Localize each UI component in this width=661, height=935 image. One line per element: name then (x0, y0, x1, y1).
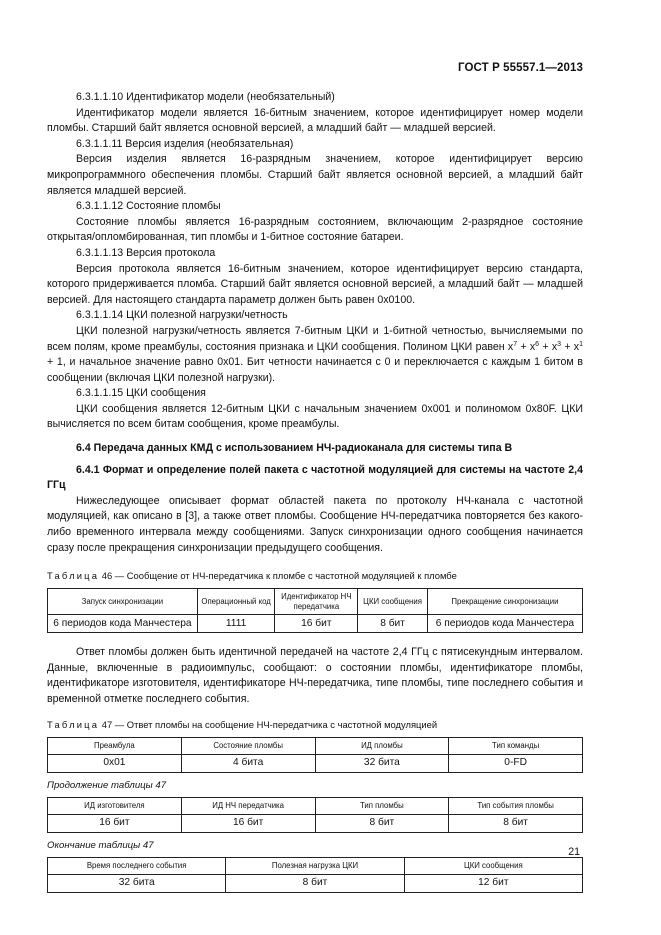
table-cell: 1111 (197, 615, 275, 633)
table-cell: 32 бита (48, 874, 226, 892)
table-row (48, 615, 583, 633)
table-cell: 0x01 (48, 754, 182, 772)
table-header-cell: Запуск синхронизации (48, 589, 198, 615)
section-text-6-3-1-1-15: ЦКИ сообщения является 12-битным ЦКИ с начальным значением 0x001 и полиномом 0x80F. ЦКИ вычисляется по всем битам сообщения, кроме преамбулы. (47, 402, 583, 431)
table-header-cell: Тип пломбы (315, 797, 449, 814)
table-header-cell: Состояние пломбы (181, 737, 315, 754)
table-46-caption (47, 570, 583, 582)
spacer (47, 633, 583, 645)
table-header-row (48, 797, 583, 814)
section-text-6-3-1-1-11: Версия изделия является 16-разрядным значением, которое идентифицирует версию микропрограммного обеспечения пломбы. Старший байт является основной версией, а младший байт является младшей версией. (47, 153, 583, 197)
table-cell: 4 бита (181, 754, 315, 772)
table-header-cell: Идентификатор НЧ передатчика (275, 589, 358, 615)
crc-text-part-d: + x (561, 340, 580, 353)
crc-exponent-4: 1 (579, 340, 584, 348)
table-header-cell: ИД НЧ передатчика (181, 797, 315, 814)
crc-exponent-3: 3 (557, 340, 562, 348)
table-header-cell: Полезная нагрузка ЦКИ (226, 857, 404, 874)
section-heading-6-4: 6.4 Передача данных КМД с использованием НЧ-радиоканала для системы типа В (76, 442, 513, 455)
table-47-part-3 (47, 857, 583, 893)
table-header-row (48, 737, 583, 754)
crc-text-part-c: + x (539, 340, 558, 353)
crc-text-part-b: + x (517, 340, 536, 353)
table-header-row (48, 589, 583, 615)
standard-code: ГОСТ Р 55557.1—2013 (458, 62, 583, 74)
table-header-cell: Время последнего события (48, 857, 226, 874)
table-cell: 16 бит (48, 814, 182, 832)
section-title-6-3-1-1-12: 6.3.1.1.12 Состояние пломбы (76, 200, 221, 213)
table-header-cell: ИД изготовителя (48, 797, 182, 814)
section-text-6-3-1-1-12: Состояние пломбы является 16-разрядным состоянием, включающим 2-разрядное состояние открытая/опломбированная, тип пломбы и 1-битное состояние батареи. (47, 215, 583, 244)
page-number: 21 (568, 846, 580, 858)
table-header-row (48, 857, 583, 874)
crc-text-part-e: + 1, и начальное значение равно 0x01. Бит четности начинается с 0 и переключается с каждым 1 битом в сообщении (включая ЦКИ полезной нагрузки). (47, 356, 583, 384)
table-label: Таблица (47, 570, 100, 582)
section-title-6-3-1-1-15: 6.3.1.1.15 ЦКИ сообщения (76, 387, 206, 400)
table-header-cell: Преамбула (48, 737, 182, 754)
table-cell: 16 бит (181, 814, 315, 832)
table-label: Таблица (47, 718, 100, 730)
section-title-6-3-1-1-13: 6.3.1.1.13 Версия протокола (76, 246, 216, 259)
table-47-part-2 (47, 797, 583, 833)
table-cell: 8 бит (358, 615, 428, 633)
table-header-cell: ЦКИ сообщения (358, 589, 428, 615)
section-heading-6-4-1: 6.4.1 Формат и определение полей пакета с частотной модуляцией для системы на частоте 2,4 ГГц (47, 463, 583, 492)
section-title-6-3-1-1-10: 6.3.1.1.10 Идентификатор модели (необязательный) (76, 91, 335, 103)
table-ending-label: Окончание таблицы 47 (47, 839, 154, 851)
table-cell: 6 периодов кода Манчестера (427, 615, 582, 633)
section-title-6-3-1-1-14: 6.3.1.1.14 ЦКИ полезной нагрузки/четность (76, 309, 288, 322)
page-body (47, 90, 583, 893)
table-header-cell: ЦКИ сообщения (404, 857, 582, 874)
section-text-6-4-1: Нижеследующее описывает формат областей пакета по протоколу НЧ-канала с частотной модуляцией, как описано в [3], а также ответ пломбы. Сообщение НЧ-передатчика повторяется без какого-либо временного интервала между сообщениями. Запуск синхронизации одного сообщения начинается сразу после прекращения синхронизации предыдущего сообщения. (47, 494, 583, 554)
section-text-6-3-1-1-13: Версия протокола является 16-битным значением, которое идентифицирует версию стандарта, которого придерживается пломба. Старший байт является основной версией, а младший байт — младшей версией. Для настоящего стандарта параметр должен быть равен 0x0100. (47, 262, 583, 306)
table-header-cell: Тип команды (449, 737, 583, 754)
crc-text-part-a: ЦКИ полезной нагрузки/четность является 7-битным ЦКИ и 1-битной четностью, вычисляемыми по всем полям, кроме преамбулы, состояния признака и ЦКИ сообщения. Полином ЦКИ равен x (47, 324, 583, 353)
table-cell: 16 бит (275, 615, 358, 633)
section-text-6-3-1-1-14 (47, 324, 583, 386)
table-caption-text: 47 — Ответ пломбы на сообщение НЧ-передатчика с частотной модуляцией (99, 718, 438, 730)
table-46 (47, 588, 583, 633)
table-cell: 0-FD (449, 754, 583, 772)
table-cell: 8 бит (226, 874, 404, 892)
table-cell: 12 бит (404, 874, 582, 892)
section-text-seal-response: Ответ пломбы должен быть идентичной передачей на частоте 2,4 ГГц с пятисекундным интервалом. Данные, включенные в радиоимпульс, сообщают: о состоянии пломбы, идентификаторе пломбы, идентификаторе изготовителя, идентификаторе НЧ-передатчика, типе пломбы, типе последнего события и временной отметке последнего события. (47, 646, 583, 705)
table-row (48, 754, 583, 772)
table-cell: 8 бит (315, 814, 449, 832)
table-row (48, 814, 583, 832)
spacer (47, 433, 583, 441)
section-title-6-3-1-1-11: 6.3.1.1.11 Версия изделия (необязательная) (76, 137, 294, 150)
table-caption-text: 46 — Сообщение от НЧ-передатчика к пломбе с частотной модуляцией к пломбе (99, 570, 457, 582)
table-cell: 8 бит (449, 814, 583, 832)
table-cell: 6 периодов кода Манчестера (48, 615, 198, 633)
table-header-cell: Операционный код (197, 589, 275, 615)
crc-exponent-1: 7 (513, 340, 518, 348)
table-47-part-1 (47, 737, 583, 773)
table-header-cell: Прекращение синхронизации (427, 589, 582, 615)
table-47-caption (47, 719, 583, 731)
table-continuation-label: Продолжение таблицы 47 (47, 779, 167, 791)
crc-exponent-2: 6 (535, 340, 540, 348)
table-header-cell: Тип события пломбы (449, 797, 583, 814)
section-text-6-3-1-1-10: Идентификатор модели является 16-битным значением, которое идентифицирует номер модели пломбы. Старший байт является основной версией, а младший байт — младшей версией. (47, 106, 583, 135)
table-header-cell: ИД пломбы (315, 737, 449, 754)
table-cell: 32 бита (315, 754, 449, 772)
table-row (48, 874, 583, 892)
